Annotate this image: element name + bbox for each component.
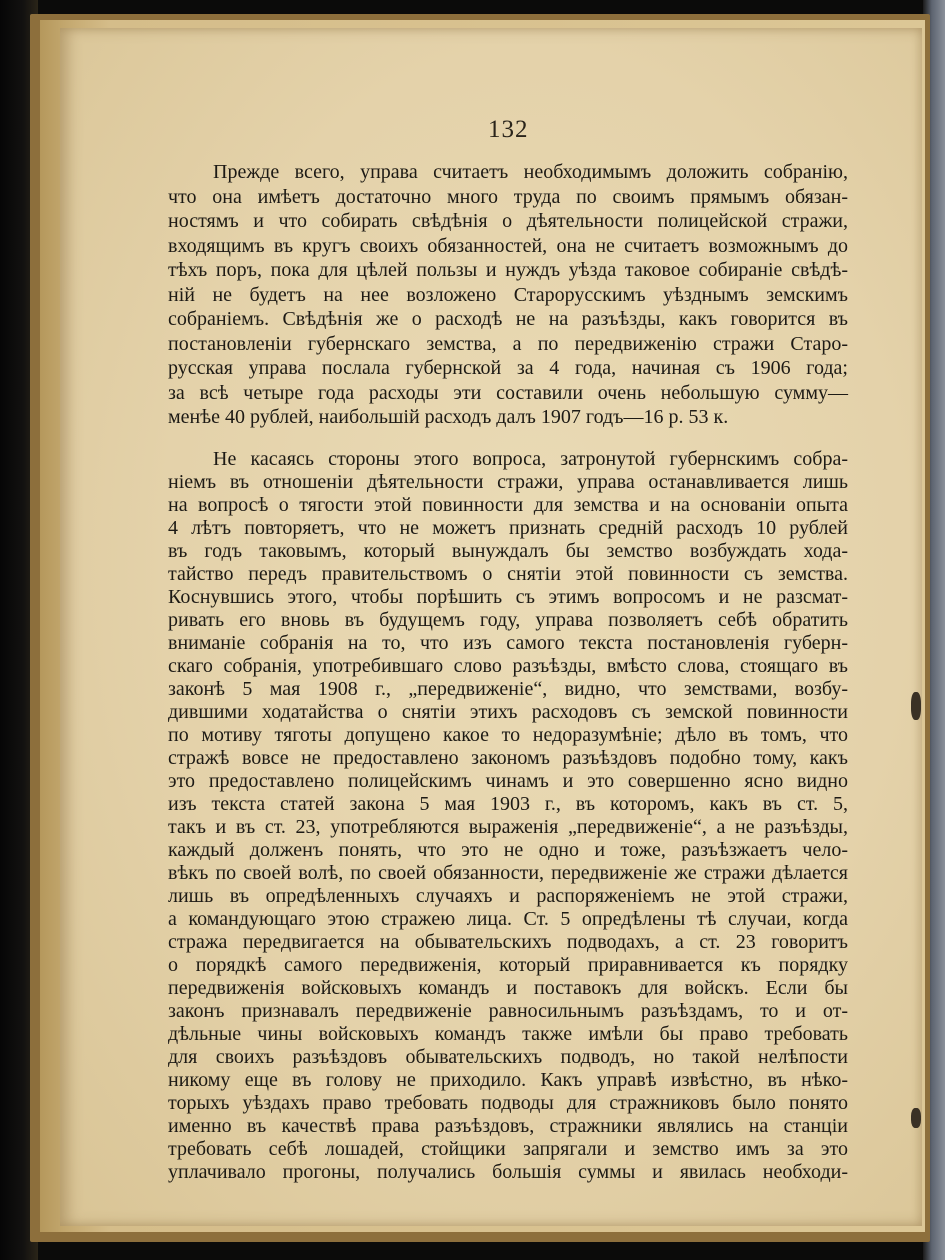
text-line: каждый долженъ понять, что это не одно и тоже, разъѣзжаетъ чело- <box>168 839 848 861</box>
text-line: Не касаясь стороны этого вопроса, затронутой губернскимъ собра- <box>213 448 848 470</box>
text-line: тайство передъ правительствомъ о снятіи этой повинности съ земства. <box>168 563 848 585</box>
text-line: тѣхъ поръ, пока для цѣлей пользы и нуждъ уѣзда таковое собираніе свѣдѣ- <box>168 259 848 281</box>
text-line: о порядкѣ самого передвиженія, который приравнивается къ порядку <box>168 954 848 976</box>
text-line: законъ признавалъ передвиженіе равносильнымъ разъѣздамъ, то и от- <box>168 1000 848 1022</box>
text-line: торыхъ уѣздахъ право требовать подводы для стражниковъ было понято <box>168 1092 848 1114</box>
text-line: по мотиву тяготы допущено какое то недоразумѣніе; дѣло въ томъ, что <box>168 724 848 746</box>
text-line: дившими ходатайства о снятіи этихъ расходовъ съ земской повинности <box>168 701 848 723</box>
text-line: Прежде всего, управа считаетъ необходимымъ доложить собранію, <box>213 161 848 183</box>
text-line: что она имѣетъ достаточно много труда по своимъ прямымъ обязан- <box>168 186 848 208</box>
text-line: ніемъ въ отношеніи дѣятельности стражи, управа останавливается лишь <box>168 471 848 493</box>
text-line: Коснувшись этого, чтобы порѣшить съ этимъ вопросомъ и не разсмат- <box>168 586 848 608</box>
text-line: законѣ 5 мая 1908 г., „передвиженіе“, видно, что земствами, возбу- <box>168 678 848 700</box>
text-line: за всѣ четыре года расходы эти составили очень небольшую сумму— <box>168 382 848 404</box>
text-line: именно въ качествѣ права разъѣздовъ, стражники являлись на станціи <box>168 1115 848 1137</box>
text-line: никому еще въ голову не приходило. Какъ управѣ извѣстно, въ нѣко- <box>168 1069 848 1091</box>
text-line: вѣкъ по своей волѣ, по своей обязанности, передвиженіе же стражи дѣлается <box>168 862 848 884</box>
text-line: дѣльные чины войсковыхъ командъ также имѣли бы право требовать <box>168 1023 848 1045</box>
text-line: это предоставлено полицейскимъ чинамъ и это совершенно ясно видно <box>168 770 848 792</box>
text-line: уплачивало прогоны, получались большія суммы и явилась необходи- <box>168 1161 848 1183</box>
text-line: а командующаго этою стражею лица. Ст. 5 опредѣлены тѣ случаи, когда <box>168 908 848 930</box>
text-line: требовать себѣ лошадей, стойщики запрягали и земство имъ за это <box>168 1138 848 1160</box>
text-line: передвиженія войсковыхъ командъ и поставокъ для войскъ. Если бы <box>168 977 848 999</box>
text-line: входящимъ въ кругъ своихъ обязанностей, она не считаетъ возможнымъ до <box>168 235 848 257</box>
text-line: собраніемъ. Свѣдѣнія же о расходѣ не на разъѣзды, какъ говорится въ <box>168 308 848 330</box>
text-line: постановленіи губернскаго земства, а по передвиженію стражи Старо- <box>168 333 848 355</box>
text-line: менѣе 40 рублей, наибольшій расходъ далъ 1907 годъ—16 р. 53 к. <box>168 406 729 428</box>
text-line: изъ текста статей закона 5 мая 1903 г., въ которомъ, какъ въ ст. 5, <box>168 793 848 815</box>
text-line: ній не будетъ на нее возложено Старорусскимъ уѣзднымъ земскимъ <box>168 284 848 306</box>
text-line: на вопросѣ о тягости этой повинности для земства и на основаніи опыта <box>168 494 848 516</box>
text-line: вниманіе собранія на то, что изъ самого текста постановленія губерн- <box>168 632 848 654</box>
text-line: въ годъ таковымъ, который вынуждалъ бы земство возбуждать хода- <box>168 540 848 562</box>
text-line: стража передвигается на обывательскихъ подводахъ, а ст. 23 говоритъ <box>168 931 848 953</box>
page-number: 132 <box>488 116 529 143</box>
text-line: такъ и въ ст. 23, употребляются выраженія „передвиженіе“, а не разъѣзды, <box>168 816 848 838</box>
text-line: ривать его вновь въ будущемъ году, управа позволяетъ себѣ обратить <box>168 609 848 631</box>
text-line: скаго собранія, употребившаго слово разъѣзды, вмѣсто слова, стоящаго въ <box>168 655 848 677</box>
text-line: русская управа послала губернской за 4 года, начиная съ 1906 года; <box>168 357 848 379</box>
text-line: лишь въ опредѣленныхъ случаяхъ и распоряженіемъ не этой стражи, <box>168 885 848 907</box>
text-line: стражѣ вовсе не предоставлено закономъ разъѣздовъ подобно тому, какъ <box>168 747 848 769</box>
text-line: для своихъ разъѣздовъ обывательскихъ подводъ, но такой нелѣпости <box>168 1046 848 1068</box>
text-line: ностямъ и что собирать свѣдѣнія о дѣятельности полицейской стражи, <box>168 210 848 232</box>
text-line: 4 лѣтъ повторяетъ, что не можетъ признать средній расходъ 10 рублей <box>168 517 848 539</box>
